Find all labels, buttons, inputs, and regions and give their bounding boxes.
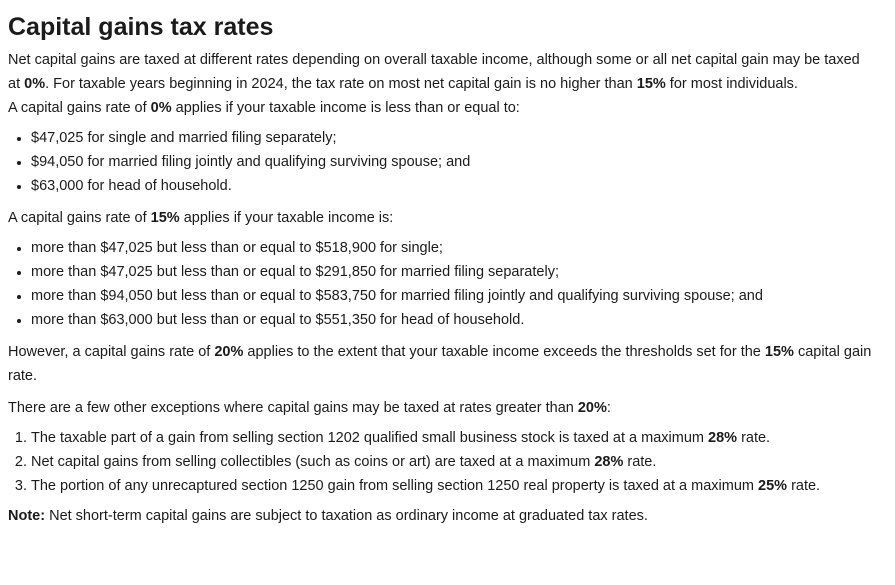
zero-rate-text-2: applies if your taxable income is less than or equal to: — [171, 100, 520, 116]
list-item: • more than $94,050 but less than or equal to $583,750 for married filing jointly and qualifying surviving spouse; and — [31, 284, 875, 308]
zero-rate-paragraph — [8, 96, 875, 120]
exception-rate: 28% — [594, 454, 624, 470]
intro-paragraph — [8, 48, 875, 96]
list-item — [31, 450, 875, 474]
exception-end: rate. — [787, 478, 821, 494]
note-label: Note: — [8, 508, 46, 524]
list-item: • $63,000 for head of household. — [31, 174, 875, 198]
list-item: • more than $63,000 but less than or equal to $551,350 for head of household. — [31, 308, 875, 332]
list-item: • $47,025 for single and married filing separately; — [31, 126, 875, 150]
twenty-rate-fifteen-value: 15% — [764, 344, 794, 360]
fifteen-rate-value: 15% — [150, 210, 180, 226]
intro-text-2: . For taxable years beginning in 2024, the tax rate on most net capital gain is no higher than — [45, 76, 637, 92]
exception-rate: 25% — [758, 478, 788, 494]
twenty-rate-paragraph — [8, 340, 875, 388]
exceptions-list — [8, 426, 875, 498]
note-text: Net short-term capital gains are subject to taxation as ordinary income at graduated tax rates. — [45, 508, 648, 524]
fifteen-rate-text-1: A capital gains rate of — [8, 210, 151, 226]
list-item: • more than $47,025 but less than or equal to $291,850 for married filing separately; — [31, 260, 875, 284]
twenty-rate-text-2: applies to the extent that your taxable income exceeds the thresholds set for the — [243, 344, 765, 360]
exceptions-text-1: There are a few other exceptions where capital gains may be taxed at rates greater than — [8, 400, 578, 416]
exception-text: Net capital gains from selling collectibles (such as coins or art) are taxed at a maximum — [31, 454, 595, 470]
exception-rate: 28% — [708, 430, 738, 446]
page-title: Capital gains tax rates — [8, 13, 274, 41]
exception-text: The portion of any unrecaptured section 1250 gain from selling section 1250 real property is taxed at a maximum — [31, 478, 759, 494]
exception-end: rate. — [737, 430, 771, 446]
exception-text: The taxable part of a gain from selling section 1202 qualified small business stock is taxed at a maximum — [31, 430, 709, 446]
intro-rate-fifteen: 15% — [636, 76, 666, 92]
list-item: • $94,050 for married filing jointly and qualifying surviving spouse; and — [31, 150, 875, 174]
fifteen-rate-text-2: applies if your taxable income is: — [179, 210, 394, 226]
note-paragraph — [8, 504, 875, 528]
list-item — [31, 474, 875, 498]
twenty-rate-text-1: However, a capital gains rate of — [8, 344, 215, 360]
twenty-rate-value: 20% — [214, 344, 244, 360]
intro-text-1: Net capital gains are taxed at different rates depending on overall taxable income, although some or all net capital gain may be taxed at — [8, 52, 860, 92]
fifteen-rate-list — [8, 236, 875, 332]
intro-text-3: for most individuals. — [665, 76, 798, 92]
exception-end: rate. — [623, 454, 657, 470]
exceptions-text-2: : — [606, 400, 611, 416]
zero-rate-value: 0% — [150, 100, 172, 116]
intro-rate-zero: 0% — [24, 76, 46, 92]
fifteen-rate-paragraph — [8, 206, 875, 230]
list-item — [31, 426, 875, 450]
zero-rate-list — [8, 126, 875, 198]
exceptions-rate-value: 20% — [577, 400, 607, 416]
exceptions-paragraph — [8, 396, 875, 420]
list-item: • more than $47,025 but less than or equal to $518,900 for single; — [31, 236, 875, 260]
twenty-rate-text-3: capital gain rate. — [8, 344, 872, 384]
zero-rate-text-1: A capital gains rate of — [8, 100, 151, 116]
